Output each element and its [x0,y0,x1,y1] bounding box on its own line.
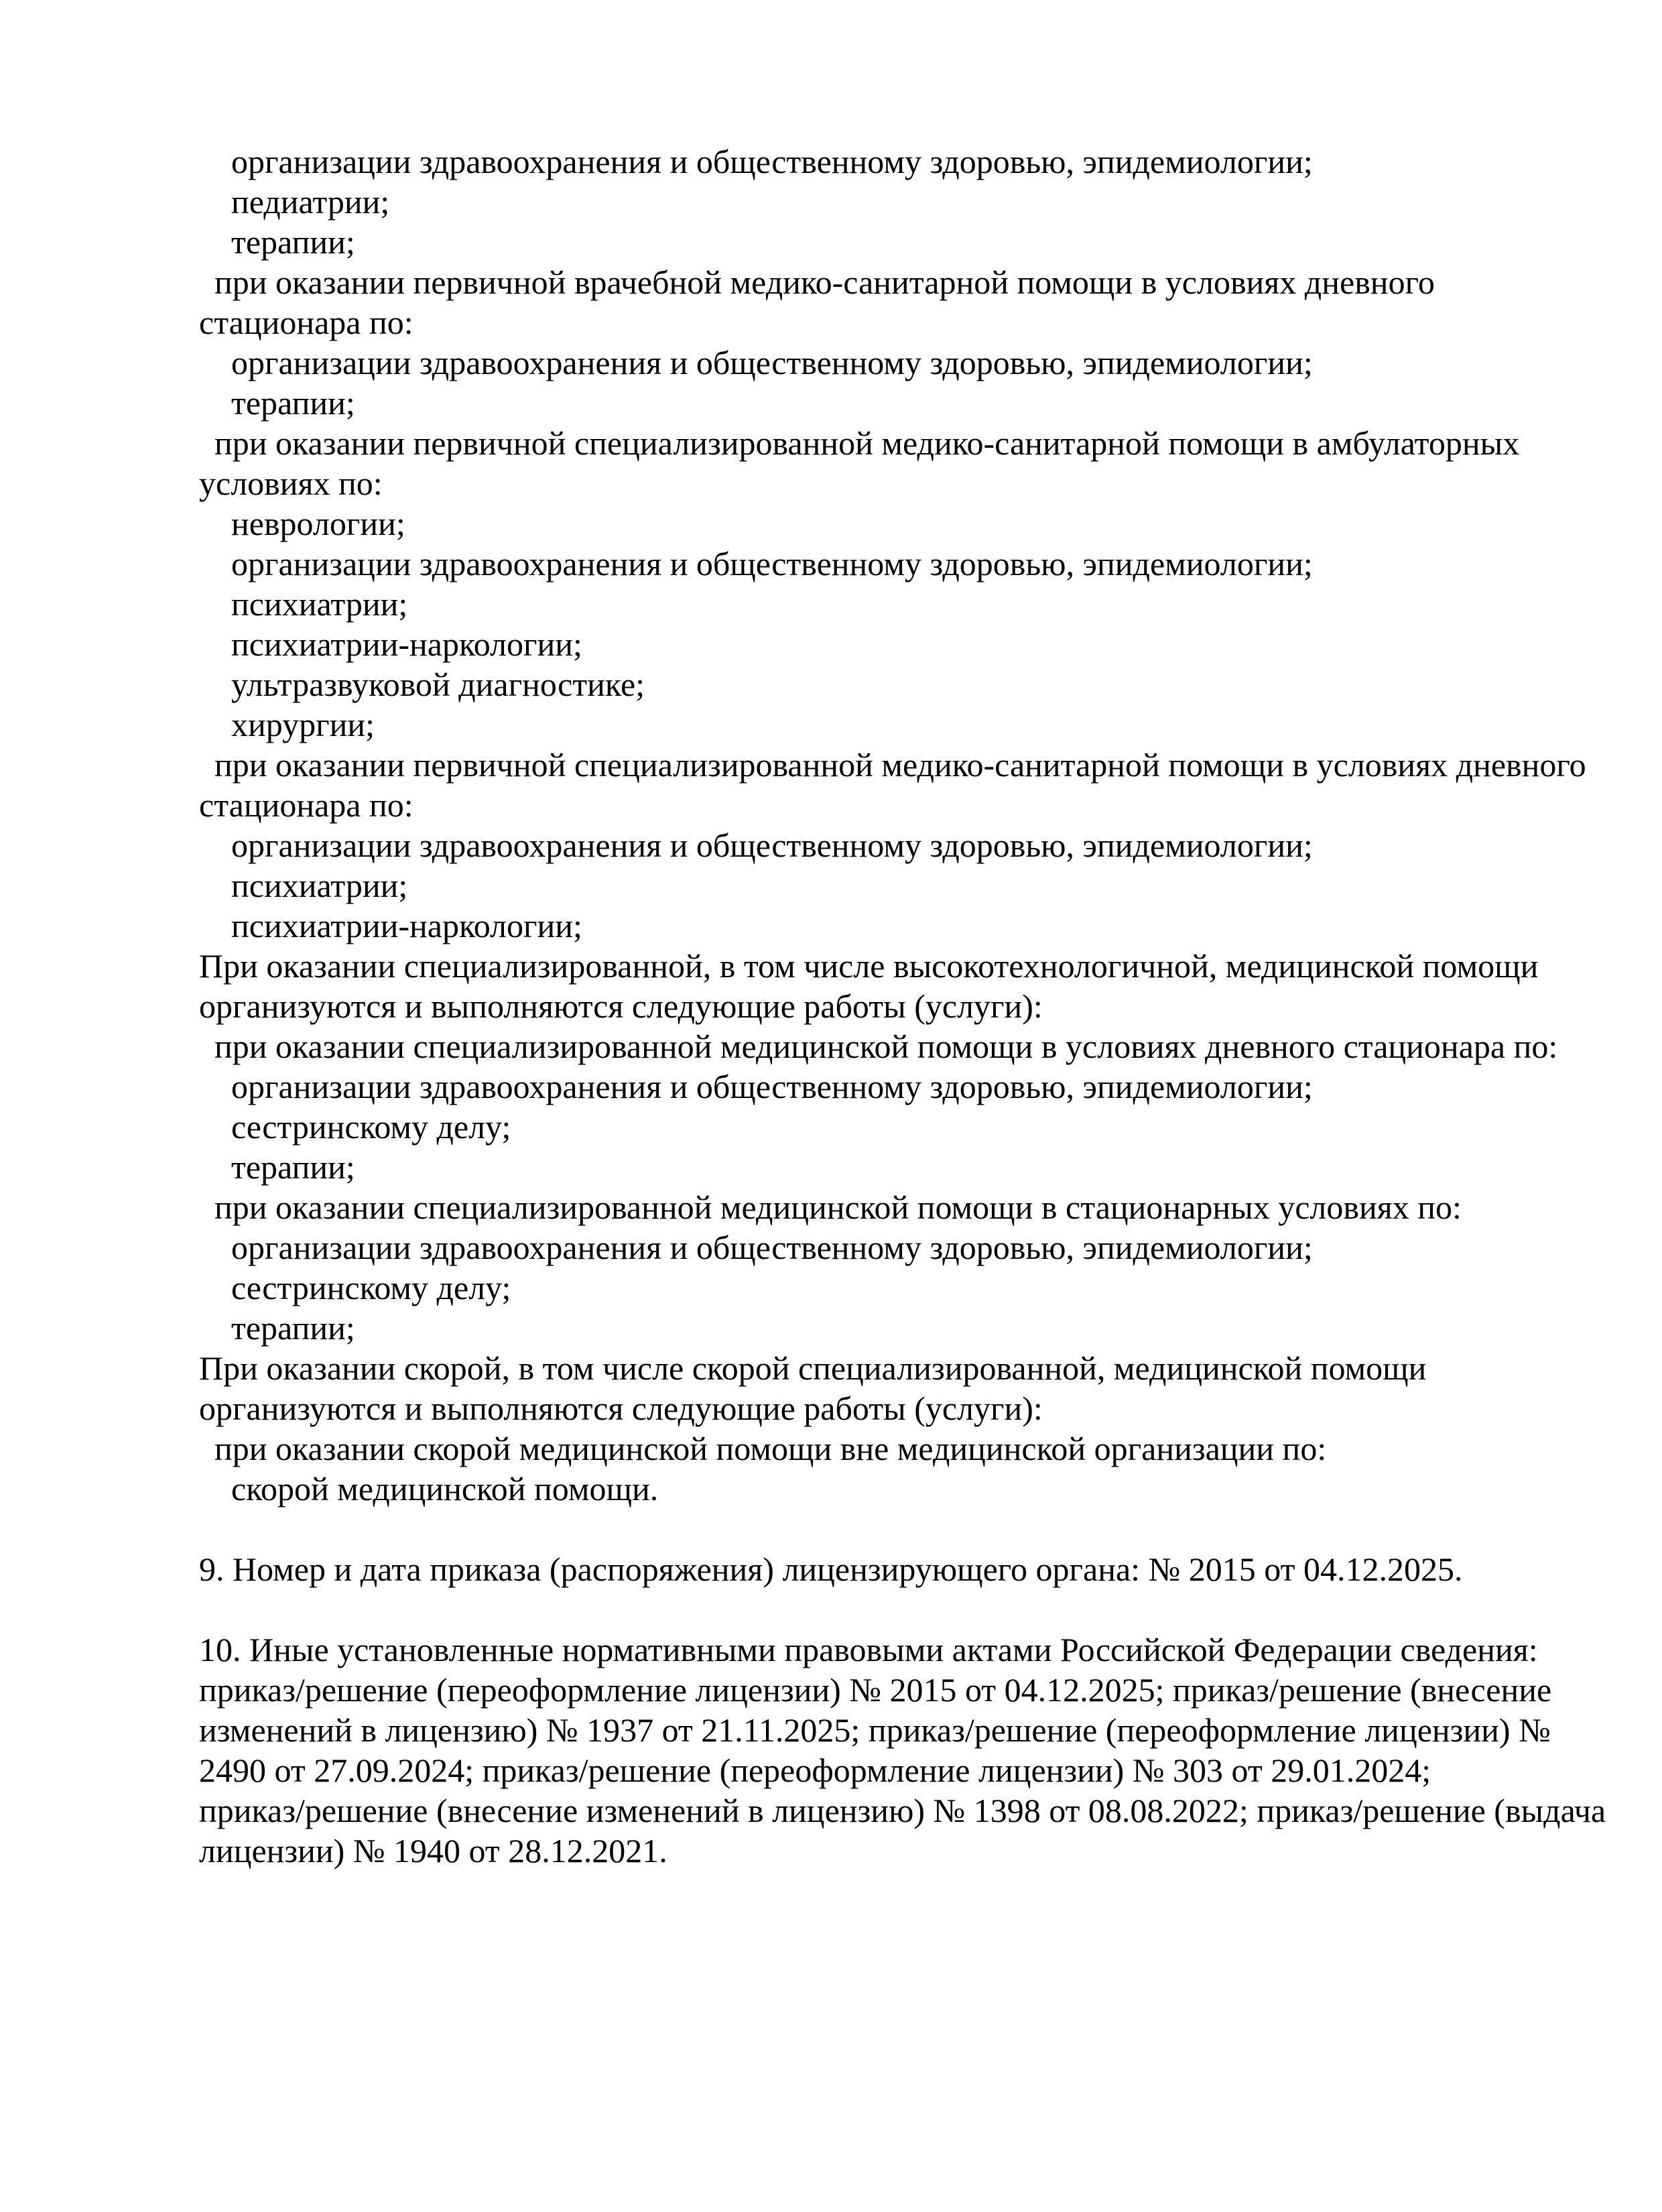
text-line: терапии; [231,1148,355,1186]
text-line: стационара по: [199,786,413,824]
blank-line [199,1509,1662,1549]
text-line: организуются и выполняются следующие работы (услуги): [199,1390,1043,1427]
text-line: При оказании специализированной, в том числе высокотехнологичной, медицинской помощи [199,947,1539,985]
text-line: психиатрии; [231,867,408,904]
text-line: психиатрии-наркологии; [231,907,582,944]
text-line: изменений в лицензию) № 1937 от 21.11.2025; приказ/решение (переоформление лицензии) № [199,1711,1551,1749]
text-line: неврологии; [231,505,405,542]
text-line: организации здравоохранения и общественному здоровью, эпидемиологии; [231,826,1313,864]
text-line: организации здравоохранения и общественному здоровью, эпидемиологии; [231,143,1313,180]
text-line: при оказании первичной врачебной медико-санитарной помощи в условиях дневного [214,263,1435,301]
text-line: терапии; [231,384,355,422]
text-line: организуются и выполняются следующие работы (услуги): [199,987,1043,1025]
text-line: организации здравоохранения и общественному здоровью, эпидемиологии; [231,344,1313,381]
blank-line [199,1589,1662,1630]
text-line: при оказании первичной специализированной медико-санитарной помощи в условиях дневного [214,746,1586,784]
text-line: 2490 от 27.09.2024; приказ/решение (переоформление лицензии) № 303 от 29.01.2024; [199,1752,1431,1789]
text-line: организации здравоохранения и общественному здоровью, эпидемиологии; [231,545,1313,582]
text-line: при оказании первичной специализированной медико-санитарной помощи в амбулаторных [214,424,1520,462]
text-line: организации здравоохранения и общественному здоровью, эпидемиологии; [231,1229,1313,1266]
text-line: психиатрии-наркологии; [231,625,582,663]
text-line: ультразвуковой диагностике; [231,666,645,703]
text-line: сестринскому делу; [231,1108,511,1146]
text-line: приказ/решение (внесение изменений в лицензию) № 1398 от 08.08.2022; приказ/решение (выдача [199,1792,1606,1829]
text-line: организации здравоохранения и общественному здоровью, эпидемиологии; [231,1068,1313,1105]
text-line: терапии; [231,223,355,261]
text-line: при оказании специализированной медицинской помощи в стационарных условиях по: [214,1188,1462,1226]
text-line: стационара по: [199,304,413,341]
text-line: приказ/решение (переоформление лицензии) № 2015 от 04.12.2025; приказ/решение (внесение [199,1671,1552,1709]
text-line: При оказании скорой, в том числе скорой специализированной, медицинской помощи [199,1349,1427,1387]
text-line: 9. Номер и дата приказа (распоряжения) лицензирующего органа: № 2015 от 04.12.2025. [199,1550,1463,1588]
text-line: при оказании скорой медицинской помощи вне медицинской организации по: [214,1430,1327,1467]
text-line: терапии; [231,1309,355,1347]
text-line: хирургии; [231,706,375,743]
text-line: сестринскому делу; [231,1269,511,1306]
text-line: психиатрии; [231,585,408,623]
text-line: при оказании специализированной медицинской помощи в условиях дневного стационара по: [214,1028,1558,1065]
text-line: скорой медицинской помощи. [231,1470,659,1508]
license-text-block [199,141,1662,1871]
text-line: лицензии) № 1940 от 28.12.2021. [199,1832,667,1869]
text-line: условиях по: [199,465,383,502]
text-line: 10. Иные установленные нормативными правовыми актами Российской Федерации сведения: [199,1631,1538,1668]
text-line: педиатрии; [231,183,390,221]
